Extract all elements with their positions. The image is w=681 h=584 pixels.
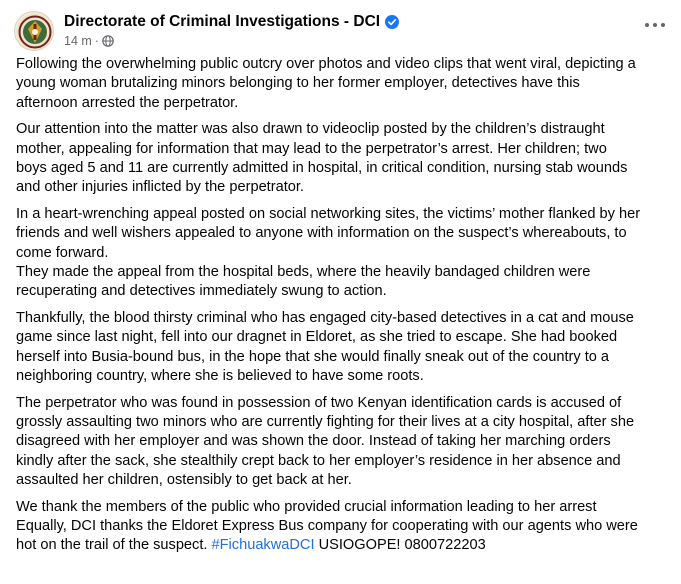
post-text-line: mother, appealing for information that may lead to the perpetrator’s arrest. Her children; two bbox=[16, 140, 607, 157]
more-options-icon bbox=[661, 23, 665, 27]
post-text-line: Equally, DCI thanks the Eldoret Express Bus company for cooperating with our agents who were bbox=[16, 517, 638, 534]
closing-text: USIOGOPE! 0800722203 bbox=[314, 537, 486, 554]
hashtag-link[interactable]: #FichuakwaDCI bbox=[211, 537, 315, 554]
post-text-line: friends and well wishers appealed to anyone with information on the suspect’s whereabouts, to bbox=[16, 225, 627, 242]
verified-badge-icon bbox=[385, 15, 399, 29]
post-text-line: game since last night, fell into our dragnet in Eldoret, as she tried to escape. She had booked bbox=[16, 329, 618, 346]
post-paragraph bbox=[16, 394, 668, 491]
post-paragraph bbox=[16, 309, 668, 387]
post-text-line: They made the appeal from the hospital beds, where the heavily bandaged children were bbox=[16, 264, 591, 281]
page-name-link[interactable]: Directorate of Criminal Investigations - DCI bbox=[64, 13, 381, 30]
post-text-line: The perpetrator who was found in possession of two Kenyan identification cards is accused of bbox=[16, 394, 622, 411]
post-header bbox=[14, 11, 667, 51]
globe-icon bbox=[102, 35, 114, 47]
post-text-line: Thankfully, the blood thirsty criminal who has engaged city-based detectives in a cat and mouse bbox=[16, 309, 634, 326]
post-text-line: herself into Busia-bound bus, in the hope that she would finally sneak out of the country to a bbox=[16, 348, 610, 365]
page-name-line bbox=[64, 12, 399, 32]
post-paragraphs bbox=[16, 55, 668, 491]
post-paragraph bbox=[16, 120, 668, 198]
post-text-line: neighboring country, where she is believed to have some roots. bbox=[16, 368, 424, 385]
post-meta bbox=[64, 33, 114, 49]
post-text-line: We thank the members of the public who provided crucial information leading to her arrest bbox=[16, 498, 597, 515]
page-avatar[interactable] bbox=[14, 11, 54, 51]
post-text-line: Following the overwhelming public outcry over photos and video clips that went viral, depicting a bbox=[16, 56, 636, 72]
closing-text: hot on the trail of the suspect. bbox=[16, 537, 212, 554]
dci-emblem-icon bbox=[15, 12, 54, 51]
post-timestamp[interactable]: 14 m bbox=[64, 34, 92, 48]
meta-separator: · bbox=[94, 34, 99, 48]
post-body bbox=[16, 55, 668, 563]
post-text-line: recuperating and detectives immediately swung to action. bbox=[16, 283, 387, 300]
more-options-icon bbox=[653, 23, 657, 27]
post-text-line: grossly assaulting two minors who are currently fighting for their lives at a city hospital, after she bbox=[16, 413, 635, 430]
post-text-line: disagreed with her employer and was shown the door. Instead of taking her marching orders bbox=[16, 433, 611, 450]
post-text-line: afternoon arrested the perpetrator. bbox=[16, 94, 239, 111]
more-options-button[interactable] bbox=[643, 15, 667, 35]
post-text-line: and other injuries inflicted by the perpetrator. bbox=[16, 179, 304, 196]
post-text-line: come forward. bbox=[16, 244, 109, 261]
post-text-line: kindly after the sack, she stealthily crept back to her employer’s residence in her absence and bbox=[16, 452, 621, 469]
post-text-line: Our attention into the matter was also drawn to videoclip posted by the children’s distraught bbox=[16, 121, 605, 138]
more-options-icon bbox=[645, 23, 649, 27]
post-text-line bbox=[16, 536, 668, 555]
post-text-line: In a heart-wrenching appeal posted on social networking sites, the victims’ mother flanked by her bbox=[16, 205, 641, 222]
post-closing-paragraph bbox=[16, 498, 668, 556]
post-text-line: assaulted her children, ostensibly to get back at her. bbox=[16, 472, 352, 489]
post-paragraph bbox=[16, 205, 668, 302]
post-text-line: young woman brutalizing minors belonging to her former employer, detectives have this bbox=[16, 75, 580, 92]
post-text-line: boys aged 5 and 11 are currently admitted in hospital, in critical condition, nursing stab wounds bbox=[16, 160, 628, 177]
post-paragraph bbox=[16, 55, 668, 113]
